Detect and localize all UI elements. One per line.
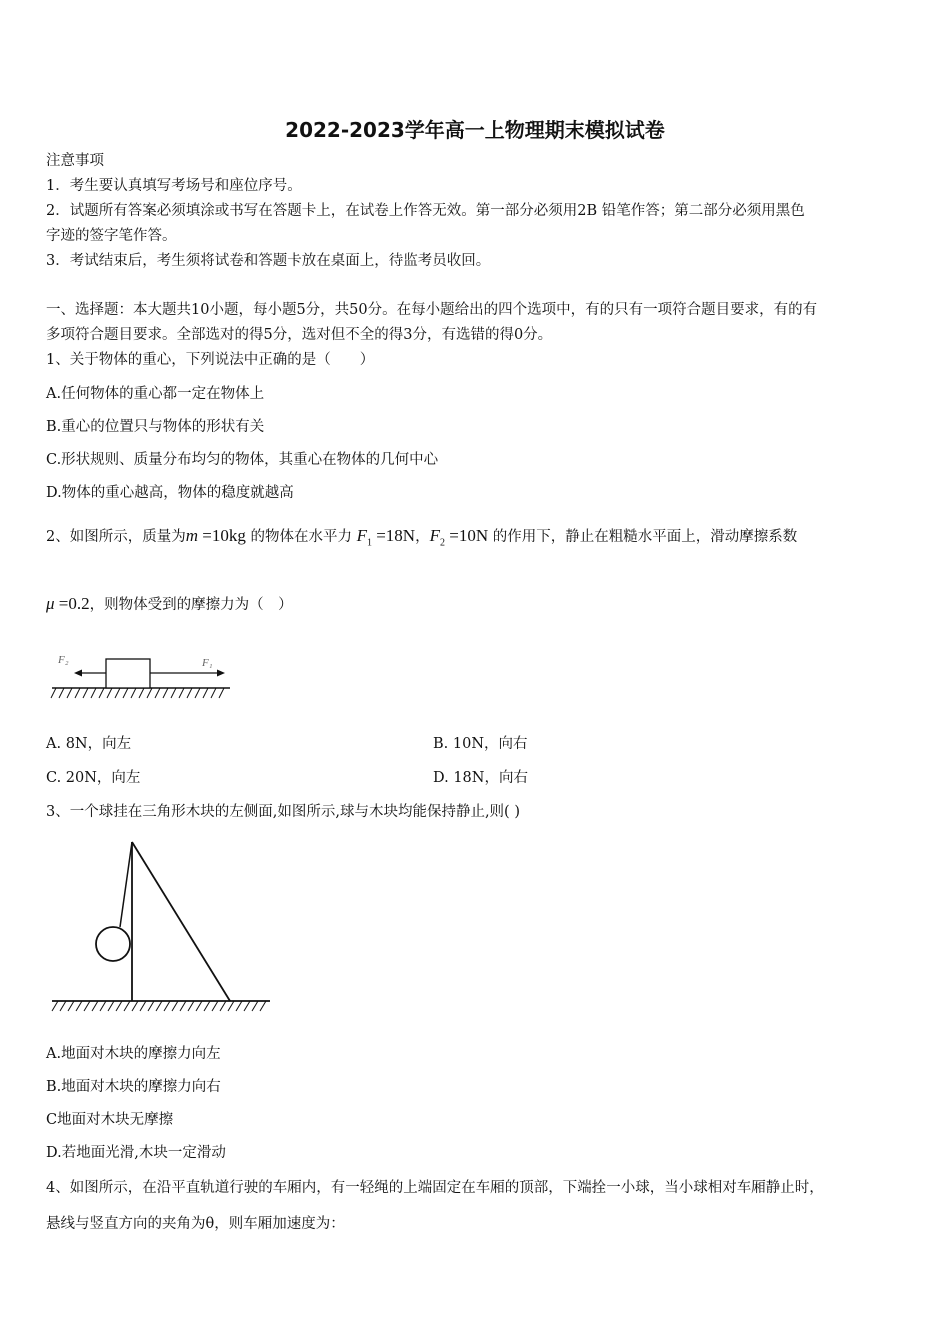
notice-item: 2．试题所有答案必须填涂或书写在答题卡上，在试卷上作答无效。第一部分必须用2B 铅笔作答；第二部分必须用黑色: [46, 203, 805, 219]
q1-option-c[interactable]: C.形状规则、质量分布均匀的物体，其重心在物体的几何中心: [46, 452, 439, 468]
question-1-stem: 1、关于物体的重心，下列说法中正确的是（ ）: [46, 352, 375, 368]
ball: [96, 927, 130, 961]
force-f1-formula: $F_1 =18N$: [356, 526, 416, 549]
q3-ball-wedge-diagram: [50, 838, 275, 1016]
q3-option-d[interactable]: D.若地面光滑,木块一定滑动: [46, 1145, 226, 1161]
section-instruction: 一、选择题：本大题共10小题，每小题5分，共50分。在每小题给出的四个选项中，有的只有一项符合题目要求，有的有: [46, 302, 818, 318]
q2-option-a[interactable]: A. 8N，向左: [46, 736, 132, 752]
force-f2-formula: $F_2 =10N$: [429, 526, 489, 549]
question-4-stem-cont: 悬线与竖直方向的夹角为θ，则车厢加速度为：: [46, 1216, 345, 1232]
question-2-stem: 2、如图所示，质量为m =10kg 的物体在水平力 $F_1 =18N$，$F_2 =10N$ 的作用下，静止在粗糙水平面上，滑动摩擦系数: [46, 526, 798, 549]
notice-item: 3．考试结束后，考生须将试卷和答题卡放在桌面上，待监考员收回。: [46, 253, 491, 269]
q2-option-b[interactable]: B. 10N，向右: [433, 736, 528, 752]
page-title: 2022-2023学年高一上物理期末模拟试卷: [285, 118, 665, 142]
label-f2: F₂: [58, 654, 69, 666]
label-f1: F₁: [202, 657, 213, 669]
q3-option-b[interactable]: B.地面对木块的摩擦力向右: [46, 1079, 221, 1095]
q1-option-d[interactable]: D.物体的重心越高，物体的稳度就越高: [46, 485, 294, 501]
q1-option-b[interactable]: B.重心的位置只与物体的形状有关: [46, 419, 265, 435]
question-4-stem: 4、如图所示，在沿平直轨道行驶的车厢内，有一轻绳的上端固定在车厢的顶部，下端拴一小球，当小球相对车厢静止时，: [46, 1180, 824, 1196]
notice-item: 1．考生要认真填写考场号和座位序号。: [46, 178, 302, 194]
notice-heading: 注意事项: [46, 153, 104, 169]
q3-option-a[interactable]: A.地面对木块的摩擦力向左: [46, 1046, 221, 1062]
section-instruction: 多项符合题目要求。全部选对的得5分，选对但不全的得3分，有选错的得0分。: [46, 327, 553, 343]
block: [106, 659, 150, 688]
friction-coefficient-formula: μ =0.2: [46, 594, 90, 613]
mass-formula: m =10kg: [185, 526, 246, 545]
question-2-stem-cont: μ =0.2，则物体受到的摩擦力为（ ）: [46, 594, 293, 613]
q3-option-c[interactable]: C地面对木块无摩擦: [46, 1112, 174, 1128]
q2-option-c[interactable]: C. 20N，向左: [46, 770, 141, 786]
q2-option-d[interactable]: D. 18N，向右: [433, 770, 528, 786]
notice-item: 字迹的签字笔作答。: [46, 228, 177, 244]
q2-block-diagram: [50, 648, 235, 703]
q1-option-a[interactable]: A.任何物体的重心都一定在物体上: [46, 386, 265, 402]
question-3-stem: 3、一个球挂在三角形木块的左侧面,如图所示,球与木块均能保持静止,则( ): [46, 804, 520, 820]
